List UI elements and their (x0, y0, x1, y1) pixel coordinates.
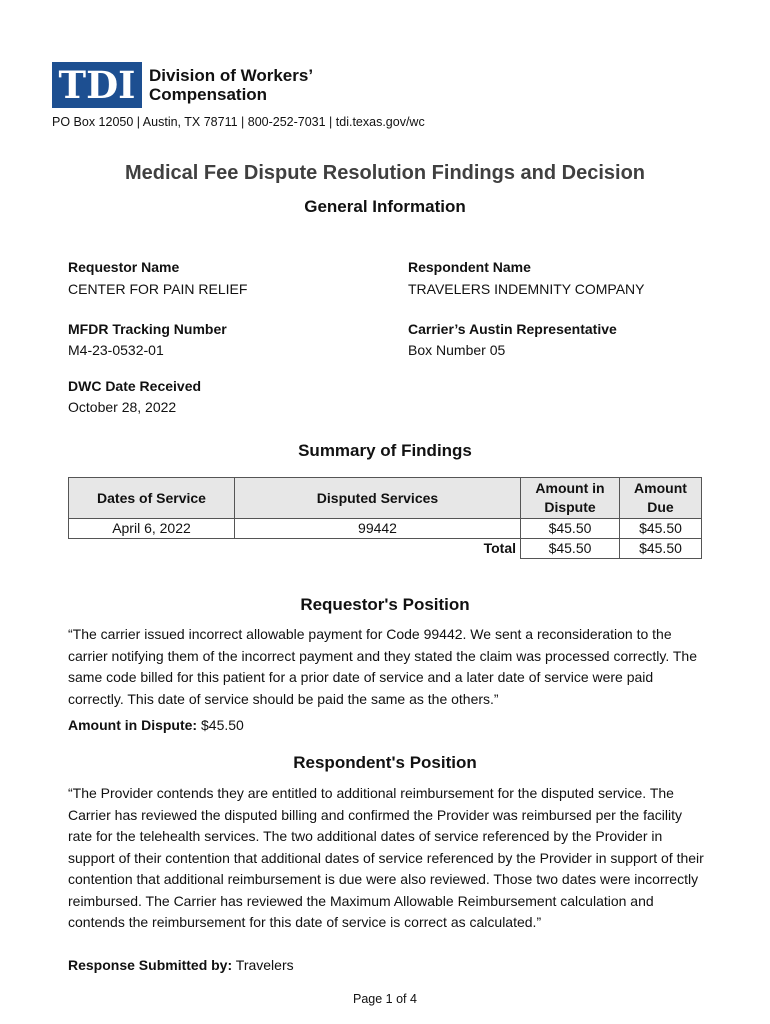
page-number: Page 1 of 4 (353, 992, 417, 1006)
total-due: $45.50 (620, 539, 702, 559)
table-cell: $45.50 (620, 519, 702, 539)
table-header-row (69, 478, 702, 519)
logo-division-text (149, 66, 313, 104)
tdi-logo (52, 62, 313, 108)
response-submitted-line (68, 955, 704, 977)
table-total-row (69, 539, 702, 559)
column-header: Dates of Service (69, 478, 235, 519)
column-header: Amount Due (620, 478, 702, 519)
amount-in-dispute-value: $45.50 (201, 717, 244, 733)
carrier-rep-label: Carrier’s Austin Representative (408, 321, 617, 337)
table-cell: $45.50 (521, 519, 620, 539)
respondent-name-label: Respondent Name (408, 259, 531, 275)
logo-line-1: Division of Workers’ (149, 66, 314, 85)
tracking-number-label: MFDR Tracking Number (68, 321, 227, 337)
contact-line: PO Box 12050 | Austin, TX 78711 | 800-252-7031 | tdi.texas.gov/wc (52, 115, 425, 129)
findings-table (68, 477, 702, 559)
date-received-label: DWC Date Received (68, 378, 202, 394)
column-header: Disputed Services (235, 478, 521, 519)
respondent-position-text: “The Provider contends they are entitled to additional reimbursement for the disputed service. The Carrier has reviewed the disputed billing and confirmed the Provider was reimbursed per the facility rate for the telehealth services. The two additional dates of service referenced by the Provider in support of their contention that additional dates of service referenced by the Provider in support of their contention that additional reimbursement is due were also reviewed. Those two dates were incorrectly reimbursed. The Carrier has reviewed the Maximum Allowable Reimbursement calculation and contends the reimbursement for this date of service is correct as calculated.” (68, 785, 704, 930)
total-label: Total (235, 539, 521, 559)
requestor-position-heading: Requestor's Position (300, 595, 470, 614)
date-received-value: October 28, 2022 (68, 399, 177, 415)
table-row (69, 519, 702, 539)
table-cell: 99442 (235, 519, 521, 539)
general-information-heading: General Information (304, 197, 466, 216)
response-submitted-label: Response Submitted by: (68, 957, 233, 973)
requestor-position-text: “The carrier issued incorrect allowable payment for Code 99442. We sent a reconsideration to the carrier notifying them of the incorrect payment and they stated the claim was processed correctly. The same code billed for this patient for a prior date of service and a later date of service were paid correctly. This date of service should be paid the same as the others.” (68, 626, 697, 707)
logo-line-2: Compensation (149, 85, 268, 104)
carrier-rep-value: Box Number 05 (408, 342, 506, 358)
requestor-name-value: CENTER FOR PAIN RELIEF (68, 281, 248, 297)
amount-in-dispute-label: Amount in Dispute: (68, 717, 198, 733)
table-blank-cell (69, 539, 235, 559)
summary-heading: Summary of Findings (298, 441, 472, 460)
respondent-position-heading: Respondent's Position (293, 753, 477, 772)
response-submitted-value: Travelers (235, 957, 294, 973)
tracking-number-value: M4-23-0532-01 (68, 342, 164, 358)
respondent-name-value: TRAVELERS INDEMNITY COMPANY (408, 281, 645, 297)
tdi-logo-mark: TDI (52, 62, 142, 108)
requestor-name-label: Requestor Name (68, 259, 180, 275)
table-cell: April 6, 2022 (69, 519, 235, 539)
total-dispute: $45.50 (521, 539, 620, 559)
amount-in-dispute-line (68, 715, 704, 737)
page-title: Medical Fee Dispute Resolution Findings and Decision (124, 162, 646, 184)
column-header: Amount in Dispute (521, 478, 620, 519)
